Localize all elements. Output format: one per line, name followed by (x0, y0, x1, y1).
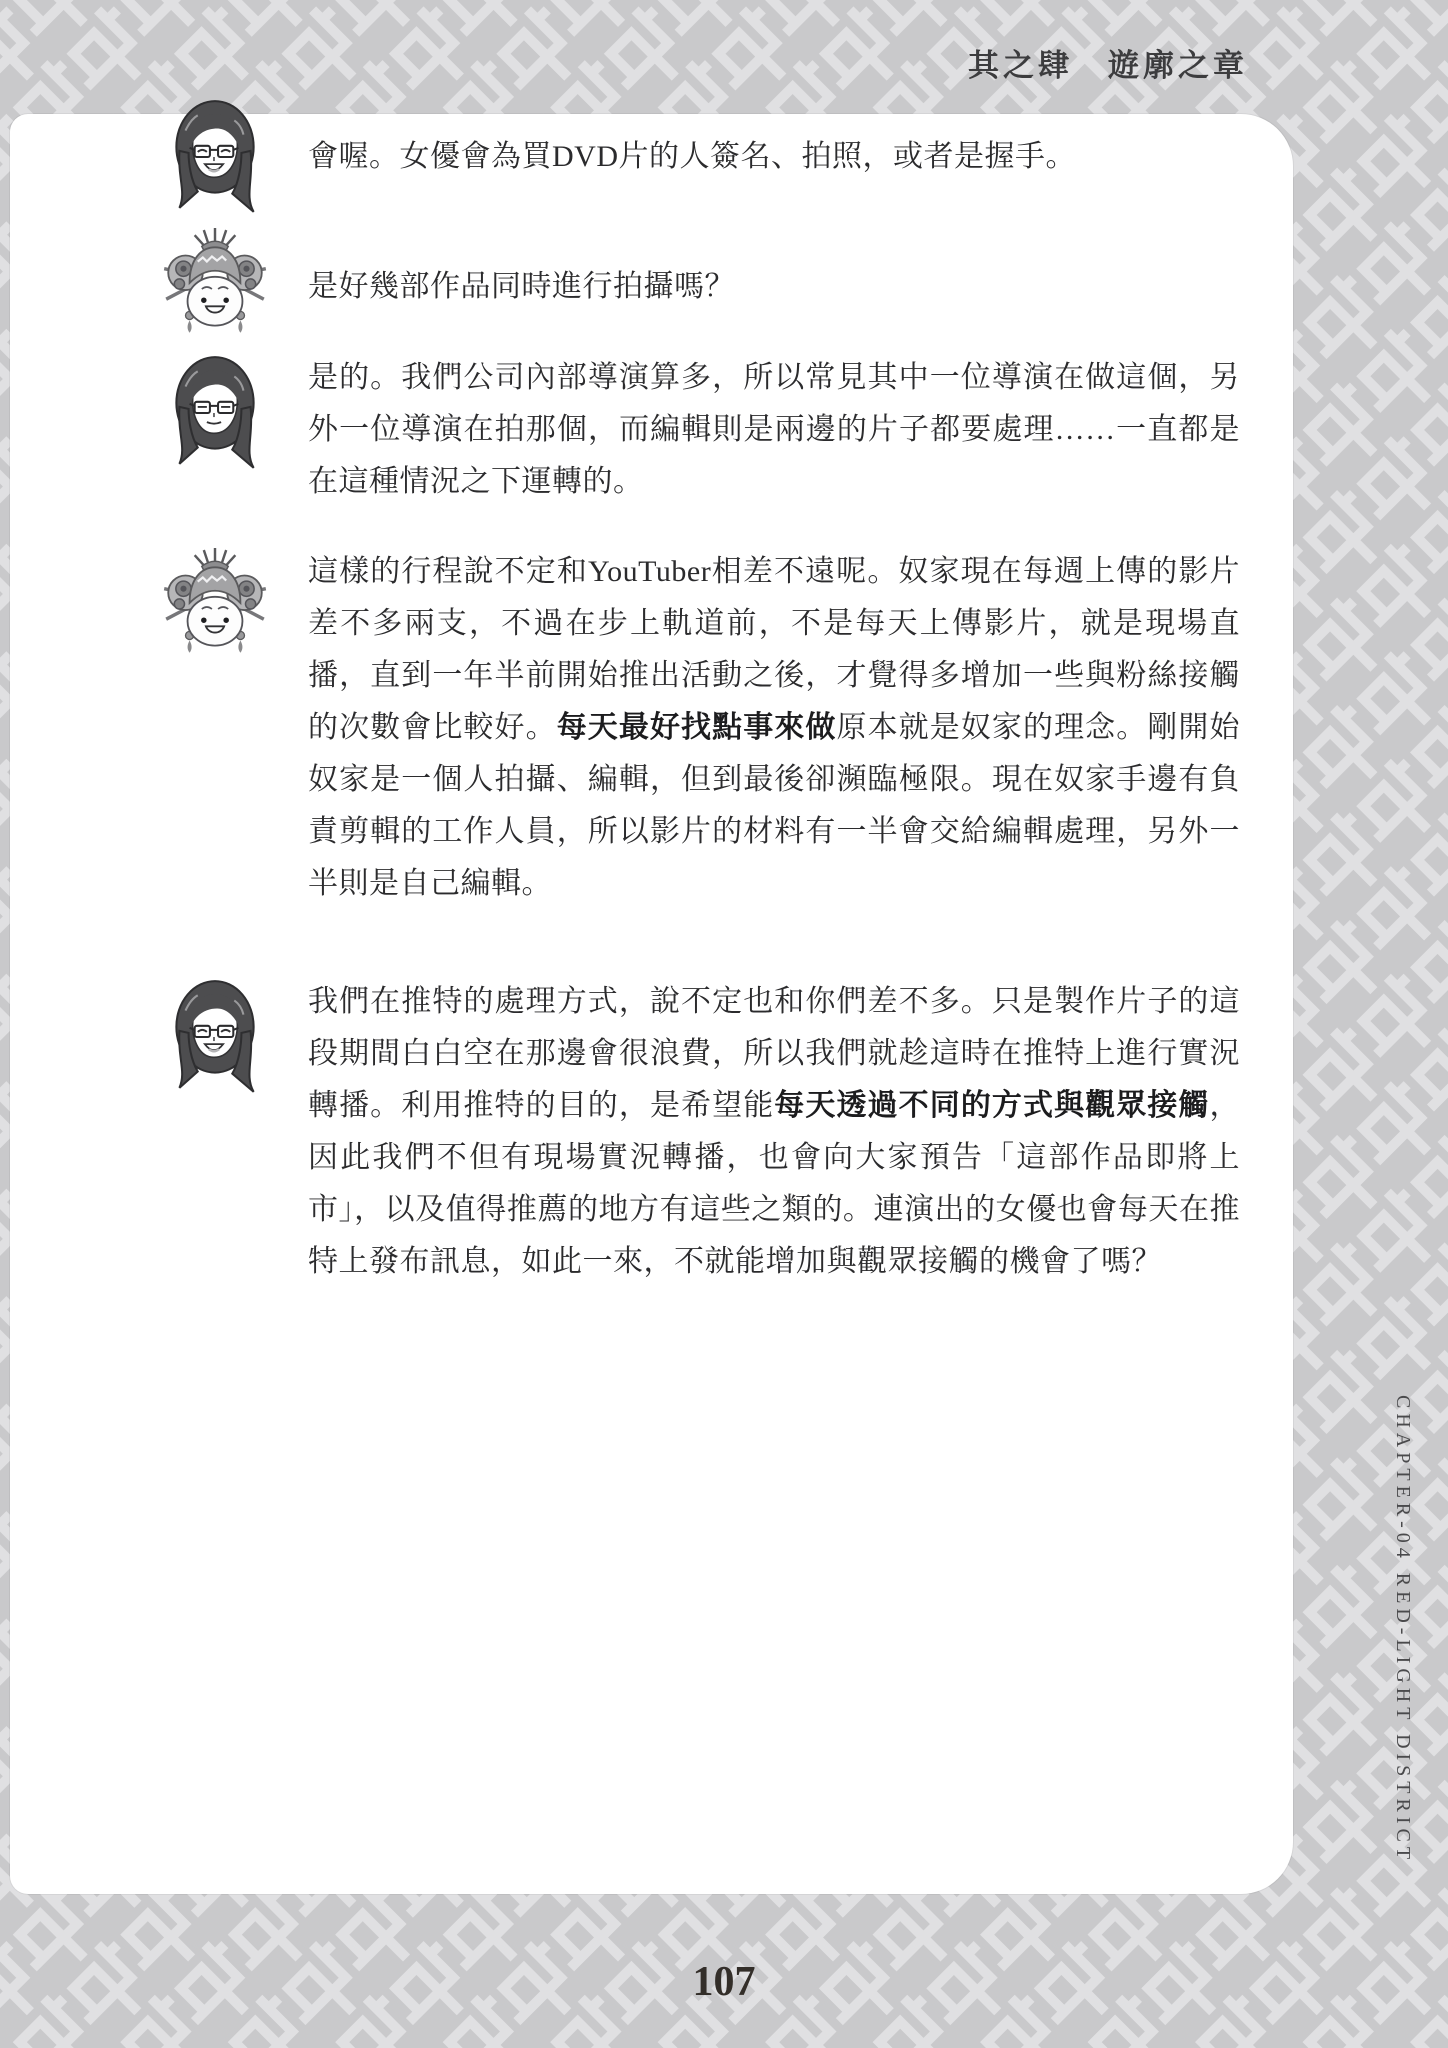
speaker-avatar-cell (158, 96, 272, 218)
speaker-avatar-cell (158, 352, 272, 474)
speech-segment: 這樣的行程說不定和YouTuber相差不遠呢。奴家現在每週上傳的影片差不多兩支，不過在步上軌道前，不是每天上傳影片，就是現場直播，直到一年半前開始推出活動之後，才覺得多增加一些與粉絲接觸的次數會比較好。 (308, 555, 1240, 744)
dialogue-block-2 (158, 226, 1240, 348)
page-number: 107 (692, 1959, 756, 2005)
dialogue-block-1 (158, 96, 1240, 218)
speech-segment: 是的。我們公司內部導演算多，所以常見其中一位導演在做這個，另外一位導演在拍那個，而編輯則是兩邊的片子都要處理……一直都是在這種情況之下運轉的。 (308, 361, 1240, 498)
speech-segment: 會喔。女優會為買DVD片的人簽名、拍照，或者是握手。 (308, 140, 1076, 173)
speech-text (308, 352, 1240, 508)
speech-segment: 原本就是奴家的理念。剛開始奴家是一個人拍攝、編輯，但到最後卻瀕臨極限。現在奴家手邊有負責剪輯的工作人員，所以影片的材料有一半會交給編輯處理，另外一半則是自己編輯。 (308, 711, 1241, 900)
speech-text (308, 131, 1240, 183)
page-header-title: 其之肆 遊廓之章 (968, 48, 1248, 83)
dialogue-block-4 (158, 546, 1240, 910)
speech-segment-bold: 每天最好找點事來做 (556, 711, 837, 744)
glasses-woman-avatar-icon (158, 96, 272, 218)
speech-text (308, 546, 1240, 910)
speech-segment: 是好幾部作品同時進行拍攝嗎？ (308, 270, 735, 303)
chapter-side-label: CHAPTER-04 RED-LIGHT DISTRICT (1392, 1395, 1414, 1865)
interview-dialogue (158, 96, 1240, 1288)
speech-segment-bold: 每天透過不同的方式與觀眾接觸 (774, 1089, 1210, 1122)
speech-segment: ，因此我們不但有現場實況轉播，也會向大家預告「這部作品即將上市」，以及值得推薦的地方有這些之類的。連演出的女優也會每天在推特上發布訊息，如此一來，不就能增加與觀眾接觸的機會了嗎？ (308, 1089, 1241, 1278)
glasses-woman-avatar-icon (158, 976, 272, 1098)
oiran-avatar-icon (158, 226, 272, 348)
speaker-avatar-cell (158, 546, 272, 668)
glasses-woman-avatar-icon (158, 352, 272, 474)
speaker-avatar-cell (158, 976, 272, 1098)
speech-segment: 我們在推特的處理方式，說不定也和你們差不多。只是製作片子的這段期間白白空在那邊會很浪費，所以我們就趁這時在推特上進行實況轉播。利用推特的目的，是希望能 (308, 985, 1240, 1122)
dialogue-block-3 (158, 352, 1240, 508)
speech-text (308, 976, 1240, 1288)
dialogue-block-5 (158, 976, 1240, 1288)
speaker-avatar-cell (158, 226, 272, 348)
oiran-avatar-icon (158, 546, 272, 668)
speech-text (308, 261, 1240, 313)
